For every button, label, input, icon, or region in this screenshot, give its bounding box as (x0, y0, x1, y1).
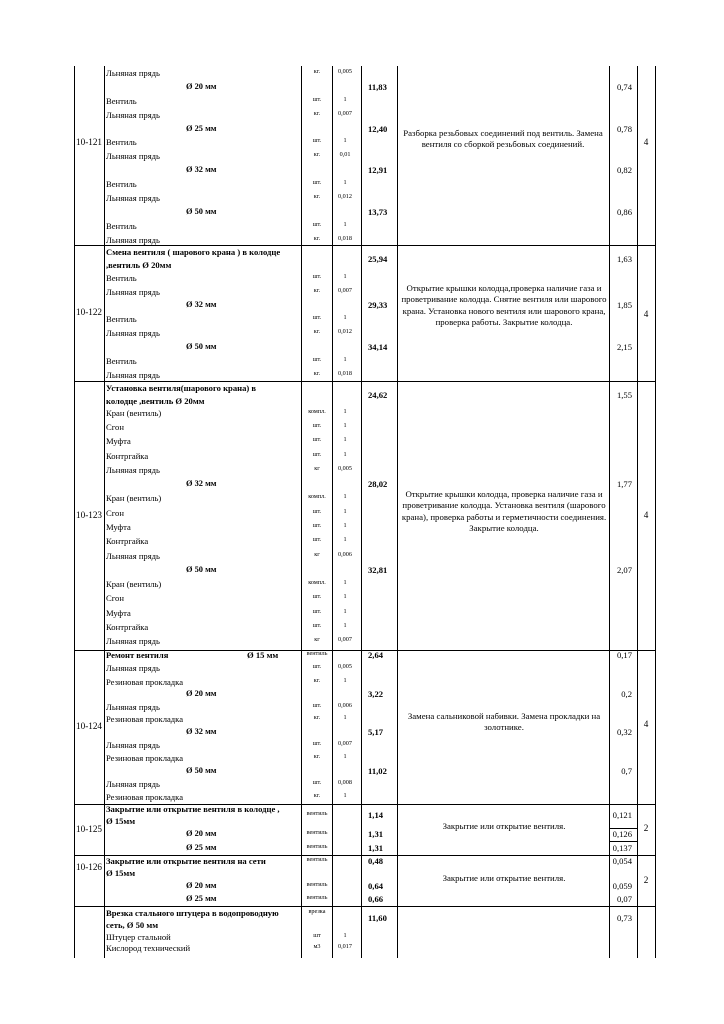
material-name: Вентиль (106, 179, 137, 189)
price-cell: 1,31 (368, 843, 384, 853)
labor-hours-cell: 0,059 (612, 881, 632, 891)
unit-cell: шт. (312, 356, 322, 363)
quantity-cell: 0,01 (339, 151, 351, 158)
price-cell: 11,02 (368, 766, 387, 776)
price-cell: 0,66 (368, 894, 384, 904)
unit-cell: компл. (308, 579, 326, 586)
unit-cell: шт. (312, 422, 322, 429)
work-description: Открытие крышки колодца, проверка наличие газа и проветривание колодца. Установка вентиля (шарового крана), проверка работы и герметичности соединения. Закрытие колодца. (401, 489, 607, 534)
material-name: Вентиль (106, 273, 137, 283)
quantity-cell: 0,007 (338, 287, 352, 294)
item-code: 10-126 (76, 862, 103, 872)
quantity-cell: 1 (343, 608, 347, 615)
quantity-cell: 1 (343, 137, 347, 144)
price-cell: 1,31 (368, 829, 384, 839)
material-name: Кран (вентиль) (106, 408, 162, 418)
quantity-cell: 0,005 (338, 465, 352, 472)
diameter-label: Ø 20 мм (186, 829, 217, 838)
unit-cell: шт. (312, 779, 322, 786)
material-name: Льняная прядь (106, 740, 160, 750)
unit-cell: шт. (312, 593, 322, 600)
quantity-cell: 0,007 (338, 740, 352, 747)
labor-hours-cell: 1,55 (616, 390, 632, 400)
material-name: Кран (вентиль) (106, 493, 162, 503)
material-name: Льняная прядь (106, 68, 160, 78)
price-cell: 29,33 (368, 300, 388, 310)
quantity-cell: 1 (343, 753, 347, 760)
material-name: Контргайка (106, 451, 149, 461)
work-title: Врезка стального штуцера в водопроводную (106, 908, 279, 918)
unit-cell: шт. (312, 96, 322, 103)
work-title: Закрытие или открытие вентиля на сети (106, 856, 266, 866)
quantity-cell: 0,012 (338, 328, 352, 335)
material-name: Вентиль (106, 96, 137, 106)
item-code: 10-121 (76, 137, 103, 147)
unit-cell: кг (314, 551, 320, 558)
labor-hours-cell: 0,32 (616, 727, 632, 737)
unit-cell: кг. (313, 151, 321, 158)
diameter-label: Ø 50 мм (186, 207, 217, 216)
material-name: Вентиль (106, 314, 137, 324)
material-name: Льняная прядь (106, 465, 160, 475)
item-code: 10-123 (76, 510, 103, 520)
material-name: Кислород технический (106, 943, 191, 953)
work-title: ,вентиль Ø 20мм (106, 260, 172, 270)
quantity-cell: 0,017 (338, 943, 352, 950)
price-cell: 2,64 (368, 650, 384, 660)
unit-cell: компл. (308, 408, 326, 415)
quantity-cell: 1 (343, 314, 347, 321)
price-cell: 25,94 (368, 254, 388, 264)
diameter-label: Ø 20 мм (186, 689, 217, 698)
unit-cell: кг. (313, 235, 321, 242)
quantity-cell: 1 (343, 622, 347, 629)
unit-cell: м3 (313, 943, 321, 950)
quantity-cell: 0,007 (338, 110, 352, 117)
material-name: Вентиль (106, 137, 137, 147)
labor-hours-cell: 0,121 (612, 810, 632, 820)
unit-cell: шт. (312, 536, 322, 543)
unit-cell: кг. (313, 328, 321, 335)
material-name: Резиновая прокладка (106, 677, 184, 687)
labor-hours-cell: 0,74 (616, 82, 632, 92)
unit-cell: кг. (313, 753, 321, 760)
labor-hours-cell: 0,73 (616, 913, 632, 923)
material-name: Кран (вентиль) (106, 579, 162, 589)
quantity-cell: 1 (343, 792, 347, 799)
worker-category: 4 (643, 510, 649, 520)
unit-cell: вентиль (306, 650, 328, 657)
labor-hours-cell: 2,15 (616, 342, 632, 352)
material-name: Резиновая прокладка (106, 792, 184, 802)
quantity-cell: 0,007 (338, 636, 352, 643)
unit-cell: шт. (312, 522, 322, 529)
material-name: Контргайка (106, 622, 149, 632)
unit-cell: шт. (312, 436, 322, 443)
quantity-cell: 1 (343, 273, 347, 280)
price-cell: 32,81 (368, 565, 388, 575)
work-description: Разборка резьбовых соединений под вентиль. Замена вентиля со сборкой резьбовых соединений. (403, 128, 603, 150)
unit-cell: шт. (312, 608, 322, 615)
quantity-cell: 1 (343, 536, 347, 543)
labor-hours-cell: 2,07 (616, 565, 632, 575)
worker-category: 4 (643, 719, 649, 729)
material-name: Муфта (106, 436, 131, 446)
unit-cell: кг. (313, 714, 321, 721)
unit-cell: кг (314, 636, 320, 643)
unit-cell: шт. (312, 663, 322, 670)
work-title: Закрытие или открытие вентиля в колодце , (106, 804, 280, 814)
quantity-cell: 0,006 (338, 551, 352, 558)
quantity-cell: 1 (343, 179, 347, 186)
material-name: Сгон (106, 422, 124, 432)
quantity-cell: 1 (343, 221, 347, 228)
quantity-cell: 0,018 (338, 235, 352, 242)
quantity-cell: 1 (343, 508, 347, 515)
price-cell: 11,60 (368, 913, 387, 923)
work-description: Замена сальниковой набивки. Замена прокладки на золотнике. (407, 711, 601, 733)
quantity-cell: 1 (343, 522, 347, 529)
work-title: Ø 15мм (106, 816, 136, 826)
diameter-label: Ø 25 мм (186, 124, 217, 133)
labor-hours-cell: 0,054 (612, 856, 632, 866)
item-code: 10-124 (76, 721, 103, 731)
quantity-cell: 0,008 (338, 779, 352, 786)
work-title: сеть, Ø 50 мм (106, 920, 159, 930)
quantity-cell: 1 (343, 422, 347, 429)
material-name: Вентиль (106, 356, 137, 366)
quantity-cell: 1 (343, 96, 347, 103)
unit-cell: кг. (313, 193, 321, 200)
labor-hours-cell: 0,82 (616, 165, 632, 175)
price-cell: 5,17 (368, 727, 384, 737)
unit-cell: кг. (313, 370, 321, 377)
diameter-label: Ø 32 мм (186, 479, 217, 488)
quantity-cell: 1 (343, 932, 347, 939)
material-name: Муфта (106, 522, 131, 532)
material-name: Льняная прядь (106, 328, 160, 338)
material-name: Льняная прядь (106, 151, 160, 161)
labor-hours-cell: 0,86 (616, 207, 632, 217)
quantity-cell: 0,018 (338, 370, 352, 377)
unit-cell: шт. (312, 179, 322, 186)
material-name: Резиновая прокладка (106, 714, 184, 724)
unit-cell: компл. (308, 493, 326, 500)
unit-cell: шт (313, 932, 321, 939)
quantity-cell: 0,005 (338, 663, 352, 670)
worker-category: 2 (643, 823, 649, 833)
unit-cell: шт. (312, 702, 322, 709)
price-cell: 28,02 (368, 479, 388, 489)
diameter-label: Ø 32 мм (186, 300, 217, 309)
unit-cell: шт. (312, 740, 322, 747)
labor-hours-cell: 1,85 (616, 300, 632, 310)
material-name: Сгон (106, 508, 124, 518)
material-name: Льняная прядь (106, 287, 160, 297)
material-name: Муфта (106, 608, 131, 618)
worker-category: 4 (643, 309, 649, 319)
material-name: Льняная прядь (106, 235, 160, 245)
unit-cell: кг. (313, 110, 321, 117)
section-divider (74, 381, 655, 382)
unit-cell: шт. (312, 137, 322, 144)
column-divider (397, 66, 398, 958)
price-cell: 24,62 (368, 390, 388, 400)
price-cell: 12,40 (368, 124, 388, 134)
labor-hours-cell: 0,78 (616, 124, 632, 134)
labor-hours-cell: 0,126 (612, 829, 632, 839)
unit-cell: кг. (313, 677, 321, 684)
labor-hours-cell: 0,2 (621, 689, 632, 699)
material-name: Льняная прядь (106, 636, 160, 646)
diameter-label: Ø 50 мм (186, 565, 217, 574)
material-name: Льняная прядь (106, 702, 160, 712)
work-title: Смена вентиля ( шарового крана ) в колодце (106, 247, 281, 257)
material-name: Льняная прядь (106, 779, 160, 789)
price-cell: 0,64 (368, 881, 384, 891)
quantity-cell: 1 (343, 579, 347, 586)
price-cell: 12,91 (368, 165, 388, 175)
unit-cell: врезка (308, 908, 326, 915)
labor-hours-cell: 0,07 (616, 894, 632, 904)
work-title: Установка вентиля(шарового крана) в (106, 383, 257, 393)
unit-cell: кг. (313, 792, 321, 799)
quantity-cell: 1 (343, 593, 347, 600)
worker-category: 2 (643, 875, 649, 885)
diameter-label: Ø 32 мм (186, 165, 217, 174)
unit-cell: вентиль (306, 810, 328, 817)
labor-hours-cell: 0,17 (616, 650, 632, 660)
work-title: Ремонт вентиля (106, 650, 169, 660)
price-cell: 1,14 (368, 810, 384, 820)
unit-cell: вентиль (306, 829, 328, 836)
quantity-cell: 1 (343, 451, 347, 458)
work-title: колодце ,вентиль Ø 20мм (106, 396, 205, 406)
labor-hours-cell: 1,77 (616, 479, 632, 489)
column-divider (104, 66, 105, 958)
unit-cell: шт. (312, 221, 322, 228)
price-cell: 3,22 (368, 689, 384, 699)
price-cell: 0,48 (368, 856, 384, 866)
material-name: Льняная прядь (106, 193, 160, 203)
work-description: Закрытие или открытие вентиля. (442, 821, 566, 831)
quantity-cell: 1 (343, 677, 347, 684)
unit-cell: шт. (312, 314, 322, 321)
material-name: Резиновая прокладка (106, 753, 184, 763)
material-name: Льняная прядь (106, 551, 160, 561)
material-name: Вентиль (106, 221, 137, 231)
quantity-cell: 0,006 (338, 702, 352, 709)
price-cell: 34,14 (368, 342, 388, 352)
unit-cell: шт. (312, 451, 322, 458)
unit-cell: вентиль (306, 856, 328, 863)
material-name: Сгон (106, 593, 124, 603)
unit-cell: шт. (312, 622, 322, 629)
material-name: Льняная прядь (106, 663, 160, 673)
labor-hours-cell: 0,7 (621, 766, 632, 776)
quantity-cell: 0,005 (338, 68, 352, 75)
labor-hours-cell: 1,63 (616, 254, 632, 264)
material-name: Льняная прядь (106, 110, 160, 120)
diameter-label: Ø 50 мм (186, 766, 217, 775)
price-cell: 13,73 (368, 207, 388, 217)
diameter-label: Ø 32 мм (186, 727, 217, 736)
material-name: Льняная прядь (106, 370, 160, 380)
diameter-label: Ø 25 мм (186, 843, 217, 852)
quantity-cell: 1 (343, 356, 347, 363)
diameter-label: Ø 20 мм (186, 82, 217, 91)
unit-cell: шт. (312, 273, 322, 280)
labor-hours-cell: 0,137 (612, 843, 632, 853)
work-title: Ø 15мм (106, 868, 136, 878)
unit-cell: шт. (312, 508, 322, 515)
diameter-label: Ø 20 мм (186, 881, 217, 890)
diameter-label: Ø 25 мм (186, 894, 217, 903)
item-code: 10-122 (76, 307, 103, 317)
unit-cell: вентиль (306, 894, 328, 901)
unit-cell: вентиль (306, 843, 328, 850)
work-description: Закрытие или открытие вентиля. (442, 873, 566, 883)
quantity-cell: 0,012 (338, 193, 352, 200)
quantity-cell: 1 (343, 493, 347, 500)
price-cell: 11,83 (368, 82, 387, 92)
quantity-cell: 1 (343, 436, 347, 443)
item-code: 10-125 (76, 824, 103, 834)
section-divider (74, 906, 655, 907)
column-divider (74, 66, 75, 958)
section-divider (74, 245, 655, 246)
diameter-label: Ø 50 мм (186, 342, 217, 351)
cell-divider (609, 841, 637, 842)
worker-category: 4 (643, 137, 649, 147)
unit-cell: кг. (313, 287, 321, 294)
material-name: Штуцер стальной (106, 932, 171, 942)
unit-cell: вентиль (306, 881, 328, 888)
quantity-cell: 1 (343, 714, 347, 721)
work-description: Открытие крышки колодца,проверка наличие газа и проветривание колодца. Снятие вентиля или шарового крана. Установка нового вентиля или шарового крана, проверка работы. Закрытие колодца. (401, 283, 607, 328)
unit-cell: кг. (313, 68, 321, 75)
work-diameter: Ø 15 мм (247, 650, 279, 660)
quantity-cell: 1 (343, 408, 347, 415)
unit-cell: кг (314, 465, 320, 472)
material-name: Контргайка (106, 536, 149, 546)
